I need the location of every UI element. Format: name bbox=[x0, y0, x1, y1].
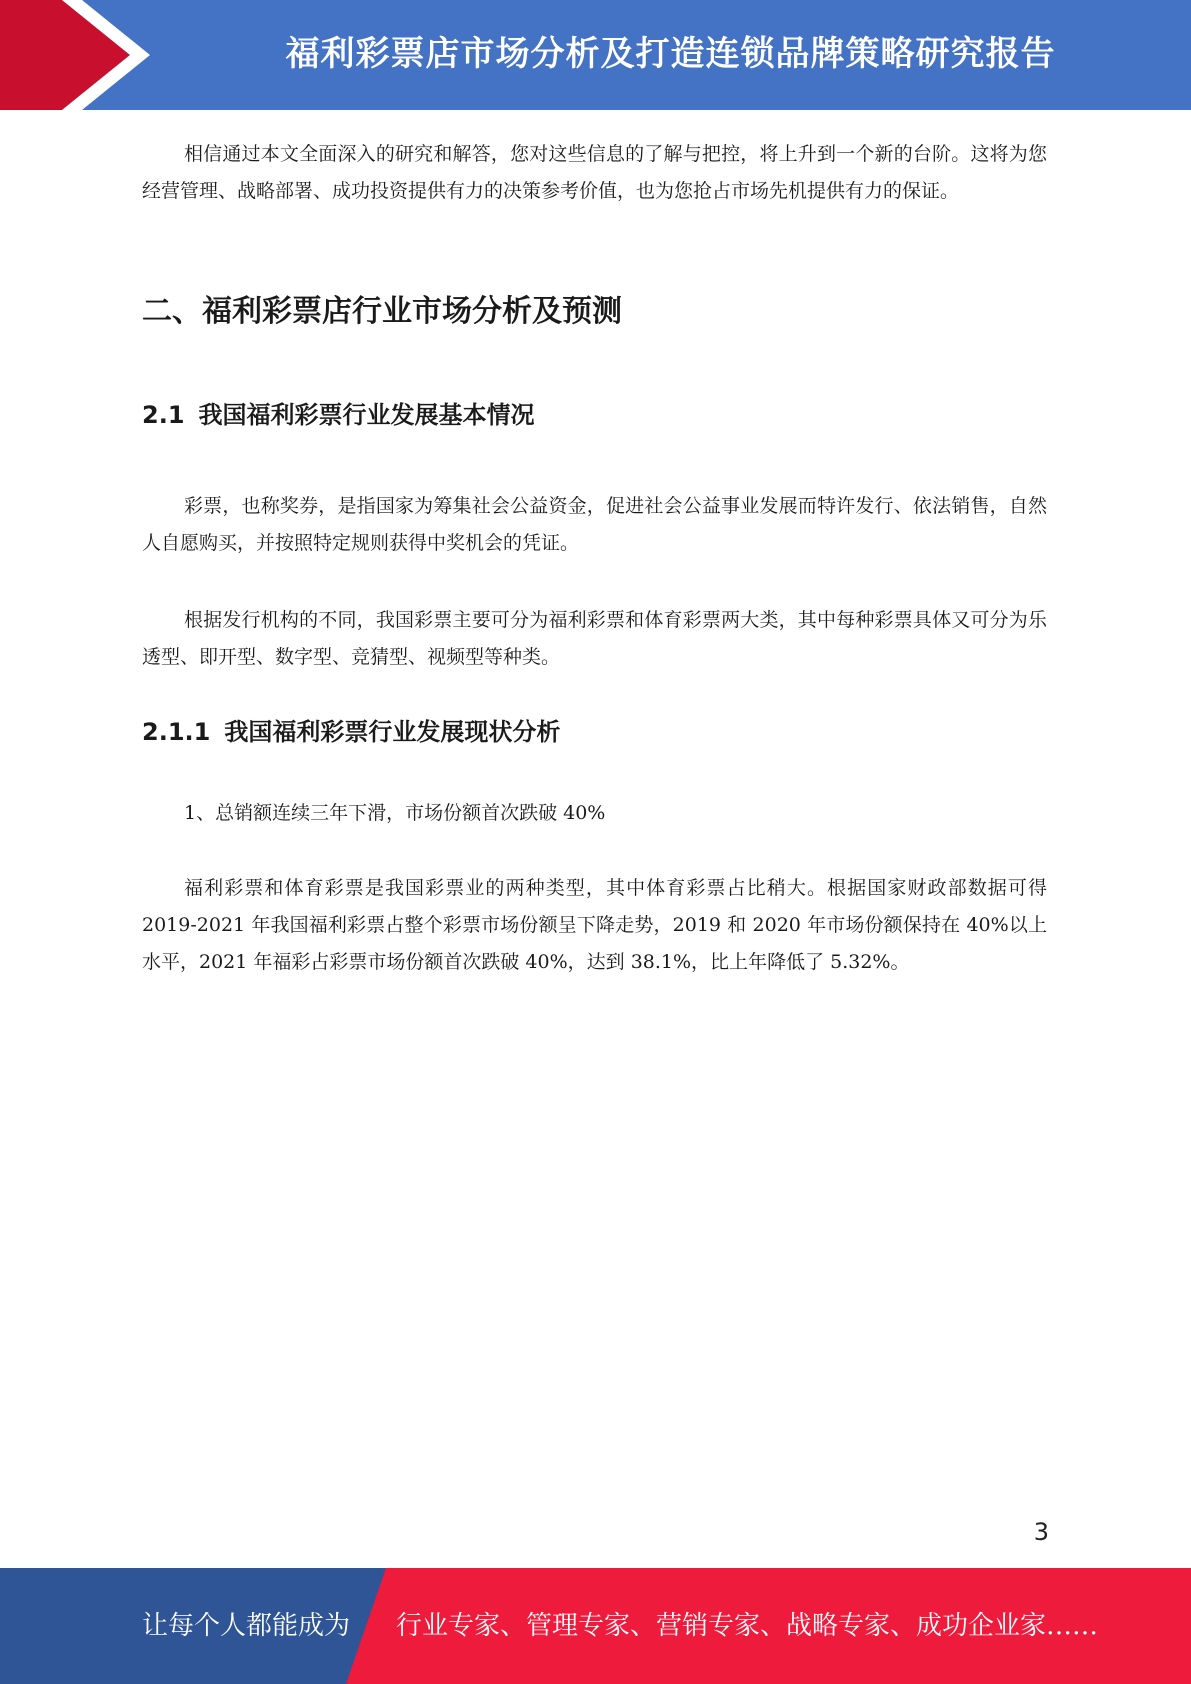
header-banner bbox=[0, 0, 1191, 110]
subsection-title: 我国福利彩票行业发展基本情况 bbox=[198, 401, 535, 429]
subsection-title: 我国福利彩票行业发展现状分析 bbox=[224, 718, 561, 746]
subsection-heading-2-1-1 bbox=[142, 715, 1047, 749]
body-paragraph: 福利彩票和体育彩票是我国彩票业的两种类型，其中体育彩票占比稍大。根据国家财政部数据可得 2019-2021 年我国福利彩票占整个彩票市场份额呈下降走势，2019 和 2020 年市场份额保持在 40%以上水平，2021 年福彩占彩票市场份额首次跌破 40%，达到 38.1%，比上年降低了 5.32%。 bbox=[142, 877, 1047, 973]
subsection-number: 2.1.1 bbox=[142, 718, 211, 746]
intro-section bbox=[142, 136, 1047, 210]
subsection-heading-2-1 bbox=[142, 398, 1047, 432]
subsection-2-1-1-paragraph-wrap bbox=[142, 870, 1047, 981]
point-wrap bbox=[142, 795, 1047, 832]
body-paragraph: 彩票，也称奖券，是指国家为筹集社会公益资金，促进社会公益事业发展而特许发行、依法销售，自然人自愿购买，并按照特定规则获得中奖机会的凭证。 bbox=[142, 495, 1047, 554]
numbered-point: 1、总销额连续三年下滑，市场份额首次跌破 40% bbox=[184, 802, 606, 824]
intro-paragraph: 相信通过本文全面深入的研究和解答，您对这些信息的了解与把控，将上升到一个新的台阶。这将为您经营管理、战略部署、成功投资提供有力的决策参考价值，也为您抢占市场先机提供有力的保证。 bbox=[142, 143, 1047, 202]
subsection-2-1-paragraph-2-wrap bbox=[142, 602, 1047, 676]
footer-slogan-list: 行业专家、管理专家、营销专家、战略专家、成功企业家…… bbox=[396, 1611, 1099, 1641]
subsection-number: 2.1 bbox=[142, 401, 185, 429]
header-red-block bbox=[0, 0, 130, 110]
body-paragraph: 根据发行机构的不同，我国彩票主要可分为福利彩票和体育彩票两大类，其中每种彩票具体又可分为乐透型、即开型、数字型、竞猜型、视频型等种类。 bbox=[142, 609, 1047, 668]
page-number: 3 bbox=[1033, 1518, 1049, 1546]
footer-banner bbox=[0, 1568, 1191, 1684]
header-chevron-decoration bbox=[0, 0, 150, 110]
footer-slogan-lead: 让每个人都能成为 bbox=[142, 1611, 351, 1641]
section-heading: 二、福利彩票店行业市场分析及预测 bbox=[142, 294, 622, 329]
section-2-heading-wrap bbox=[142, 292, 1047, 332]
subsection-2-1-1-heading-wrap bbox=[142, 715, 1047, 749]
subsection-2-1-paragraph-1-wrap bbox=[142, 488, 1047, 562]
report-title: 福利彩票店市场分析及打造连锁品牌策略研究报告 bbox=[285, 34, 1056, 74]
subsection-2-1-heading-wrap bbox=[142, 398, 1047, 432]
